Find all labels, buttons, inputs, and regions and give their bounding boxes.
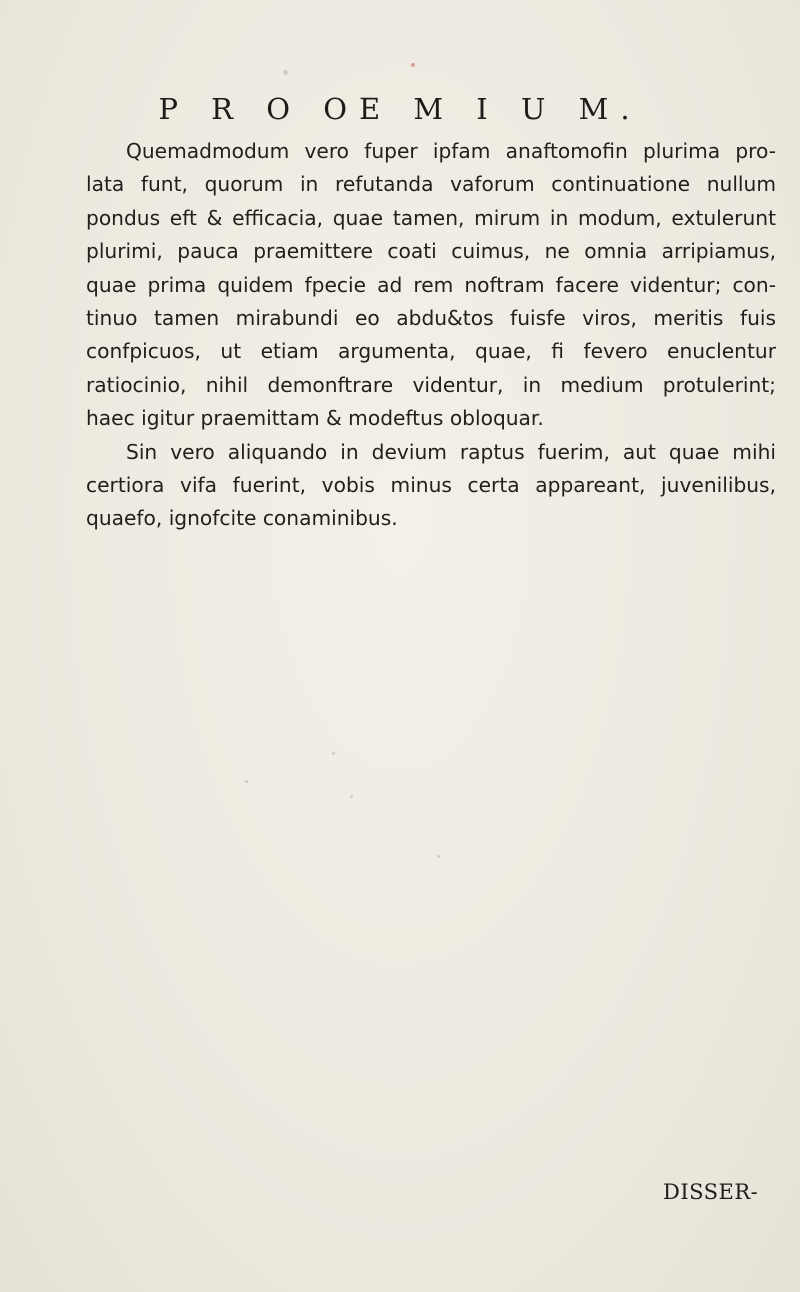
text-line: Quemadmodum vero fuper ipfam anaftomofin plurima pro- xyxy=(126,139,776,163)
text-line: Sin vero aliquando in devium raptus fuerim, aut quae mihi xyxy=(126,439,776,464)
paper-speck xyxy=(245,780,248,783)
paragraph xyxy=(86,135,776,436)
text-line: tinuo tamen mirabundi eo abdu&tos fuisfe viros, meritis fuis xyxy=(86,306,776,331)
paper-speck xyxy=(283,70,288,75)
paper-speck xyxy=(411,63,415,67)
catchword: DISSER- xyxy=(663,1180,759,1204)
text-line: lata funt, quorum in refutanda vaforum continuatione nullum xyxy=(86,172,776,197)
page-heading: P R O OE M I U M. xyxy=(158,92,642,126)
body-text xyxy=(86,135,776,536)
text-line: pondus eft & efficacia, quae tamen, mirum in modum, extulerunt xyxy=(86,205,776,230)
text-line: confpicuos, ut etiam argumenta, quae, fi fevero enuclentur xyxy=(86,339,776,364)
text-line: quaefo, ignofcite conaminibus. xyxy=(86,506,398,531)
text-line: quae prima quidem fpecie ad rem noftram facere videntur; con- xyxy=(86,272,776,297)
text-line: certiora vifa fuerint, vobis minus certa appareant, juvenilibus, xyxy=(86,473,776,498)
text-line: ratiocinio, nihil demonftrare videntur, in medium protulerint; xyxy=(86,372,776,397)
text-line: plurimi, pauca praemittere coati cuimus, ne omnia arripiamus, xyxy=(86,239,776,264)
text-line: haec igitur praemittam & modeftus obloquar. xyxy=(86,406,544,431)
paper-speck xyxy=(437,855,440,858)
paragraph xyxy=(86,436,776,536)
paper-speck xyxy=(350,795,353,798)
paper-speck xyxy=(332,752,335,755)
